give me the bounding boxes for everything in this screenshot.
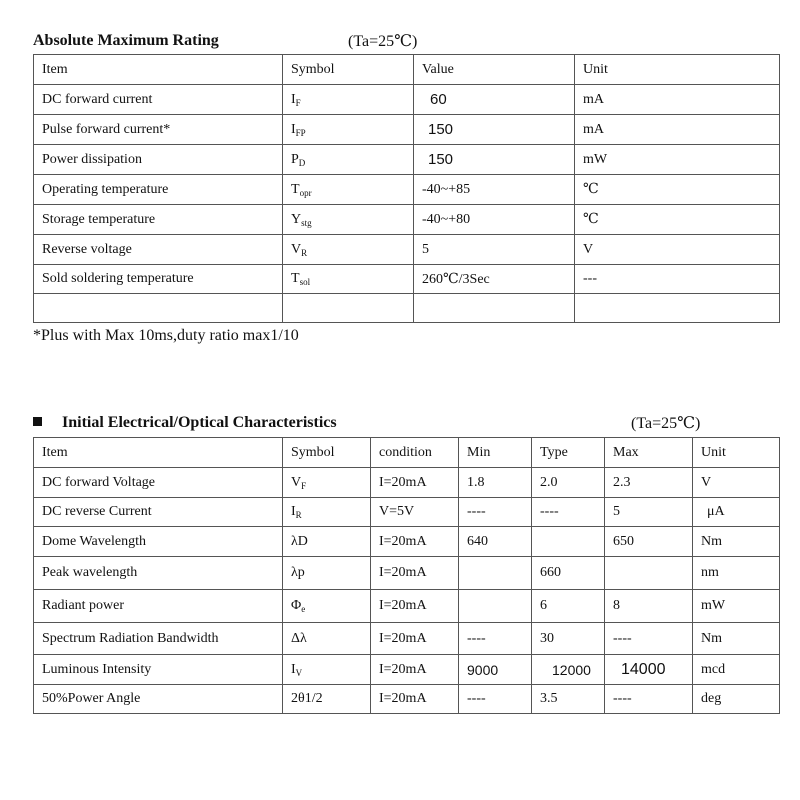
table-row (34, 115, 780, 145)
eoc-item: Dome Wavelength (34, 527, 283, 557)
amr-value: -40~+85 (414, 175, 575, 205)
amr-unit: V (575, 235, 780, 265)
eoc-condition: V=5V (371, 498, 459, 527)
table-row (34, 265, 780, 294)
eoc-unit: deg (693, 685, 780, 714)
eoc-item: Luminous Intensity (34, 655, 283, 685)
eoc-max: 650 (605, 527, 693, 557)
eoc-max: ---- (605, 685, 693, 714)
eoc-type: 6 (532, 590, 605, 623)
amr-value: 260℃/3Sec (414, 265, 575, 294)
eoc-unit: μA (693, 498, 780, 527)
eoc-min: 1.8 (459, 468, 532, 498)
eoc-unit: mcd (693, 655, 780, 685)
eoc-item: Spectrum Radiation Bandwidth (34, 623, 283, 655)
bullet-icon (33, 417, 42, 426)
eoc-header-min: Min (459, 438, 532, 468)
eoc-title: Initial Electrical/Optical Characteristics (33, 414, 337, 432)
eoc-type: 30 (532, 623, 605, 655)
amr-value: -40~+80 (414, 205, 575, 235)
eoc-min (459, 590, 532, 623)
eoc-symbol: λp (283, 557, 371, 590)
eoc-header-max: Max (605, 438, 693, 468)
eoc-condition: I=20mA (371, 527, 459, 557)
amr-unit: mW (575, 145, 780, 175)
eoc-symbol: $I_V$ (283, 655, 371, 685)
eoc-condition: I=20mA (371, 557, 459, 590)
amr-symbol: $Y_{stg}$ (283, 205, 414, 235)
amr-value: 5 (414, 235, 575, 265)
eoc-header-item: Item (34, 438, 283, 468)
table-row (34, 145, 780, 175)
eoc-type: 2.0 (532, 468, 605, 498)
amr-unit: mA (575, 115, 780, 145)
table-row (34, 205, 780, 235)
amr-symbol: $V_R$ (283, 235, 414, 265)
eoc-item: DC reverse Current (34, 498, 283, 527)
eoc-unit: V (693, 468, 780, 498)
eoc-condition: I=20mA (371, 655, 459, 685)
eoc-unit: Nm (693, 527, 780, 557)
table-row (34, 468, 780, 498)
eoc-condition: (Ta=25℃) (631, 415, 701, 432)
eoc-min: 9000 (459, 655, 532, 685)
table-row-empty (34, 294, 780, 323)
amr-header-unit: Unit (575, 55, 780, 85)
amr-value: 150 (414, 115, 575, 145)
amr-unit: ℃ (575, 175, 780, 205)
amr-unit: ℃ (575, 205, 780, 235)
eoc-unit: Nm (693, 623, 780, 655)
amr-item: Pulse forward current* (34, 115, 283, 145)
eoc-min: ---- (459, 498, 532, 527)
eoc-symbol: Δλ (283, 623, 371, 655)
eoc-header-symbol: Symbol (283, 438, 371, 468)
amr-symbol: $P_D$ (283, 145, 414, 175)
eoc-symbol: 2θ1/2 (283, 685, 371, 714)
eoc-max: ---- (605, 623, 693, 655)
amr-header-value: Value (414, 55, 575, 85)
amr-header-item: Item (34, 55, 283, 85)
amr-symbol: $T_{sol}$ (283, 265, 414, 294)
table-row (34, 498, 780, 527)
amr-item: DC forward current (34, 85, 283, 115)
amr-item: Sold soldering temperature (34, 265, 283, 294)
amr-item: Reverse voltage (34, 235, 283, 265)
amr-title: Absolute Maximum Rating (33, 32, 219, 49)
eoc-header-condition: condition (371, 438, 459, 468)
eoc-item: Radiant power (34, 590, 283, 623)
amr-symbol: $I_F$ (283, 85, 414, 115)
table-row (34, 235, 780, 265)
eoc-condition: I=20mA (371, 590, 459, 623)
eoc-type: 12000 (532, 655, 605, 685)
eoc-item: 50%Power Angle (34, 685, 283, 714)
eoc-max: 14000 (605, 655, 693, 685)
eoc-min: 640 (459, 527, 532, 557)
eoc-max: 2.3 (605, 468, 693, 498)
eoc-symbol: $V_F$ (283, 468, 371, 498)
amr-footnote: *Plus with Max 10ms,duty ratio max1/10 (33, 327, 299, 344)
amr-item: Power dissipation (34, 145, 283, 175)
eoc-symbol: $\Phi_e$ (283, 590, 371, 623)
eoc-header-row (34, 438, 780, 468)
eoc-symbol: λD (283, 527, 371, 557)
amr-item: Operating temperature (34, 175, 283, 205)
amr-symbol: $T_{opr}$ (283, 175, 414, 205)
eoc-header-unit: Unit (693, 438, 780, 468)
eoc-unit: mW (693, 590, 780, 623)
eoc-condition: I=20mA (371, 468, 459, 498)
eoc-type (532, 527, 605, 557)
amr-unit: mA (575, 85, 780, 115)
eoc-max: 8 (605, 590, 693, 623)
eoc-item: Peak wavelength (34, 557, 283, 590)
eoc-header-type: Type (532, 438, 605, 468)
amr-unit: --- (575, 265, 780, 294)
amr-condition: (Ta=25℃) (348, 33, 418, 50)
table-row (34, 685, 780, 714)
eoc-item: DC forward Voltage (34, 468, 283, 498)
eoc-type: ---- (532, 498, 605, 527)
amr-item: Storage temperature (34, 205, 283, 235)
eoc-type: 660 (532, 557, 605, 590)
table-row (34, 623, 780, 655)
table-row (34, 175, 780, 205)
amr-value: 60 (414, 85, 575, 115)
amr-header-symbol: Symbol (283, 55, 414, 85)
amr-table (33, 54, 780, 323)
table-row (34, 557, 780, 590)
amr-value: 150 (414, 145, 575, 175)
eoc-type: 3.5 (532, 685, 605, 714)
eoc-unit: nm (693, 557, 780, 590)
eoc-condition: I=20mA (371, 623, 459, 655)
eoc-min: ---- (459, 685, 532, 714)
eoc-max: 5 (605, 498, 693, 527)
eoc-min: ---- (459, 623, 532, 655)
eoc-min (459, 557, 532, 590)
eoc-condition: I=20mA (371, 685, 459, 714)
amr-symbol: $I_{FP}$ (283, 115, 414, 145)
table-row (34, 527, 780, 557)
eoc-max (605, 557, 693, 590)
eoc-table (33, 437, 780, 714)
table-row (34, 655, 780, 685)
eoc-symbol: $I_R$ (283, 498, 371, 527)
table-row (34, 85, 780, 115)
table-row (34, 590, 780, 623)
amr-header-row (34, 55, 780, 85)
